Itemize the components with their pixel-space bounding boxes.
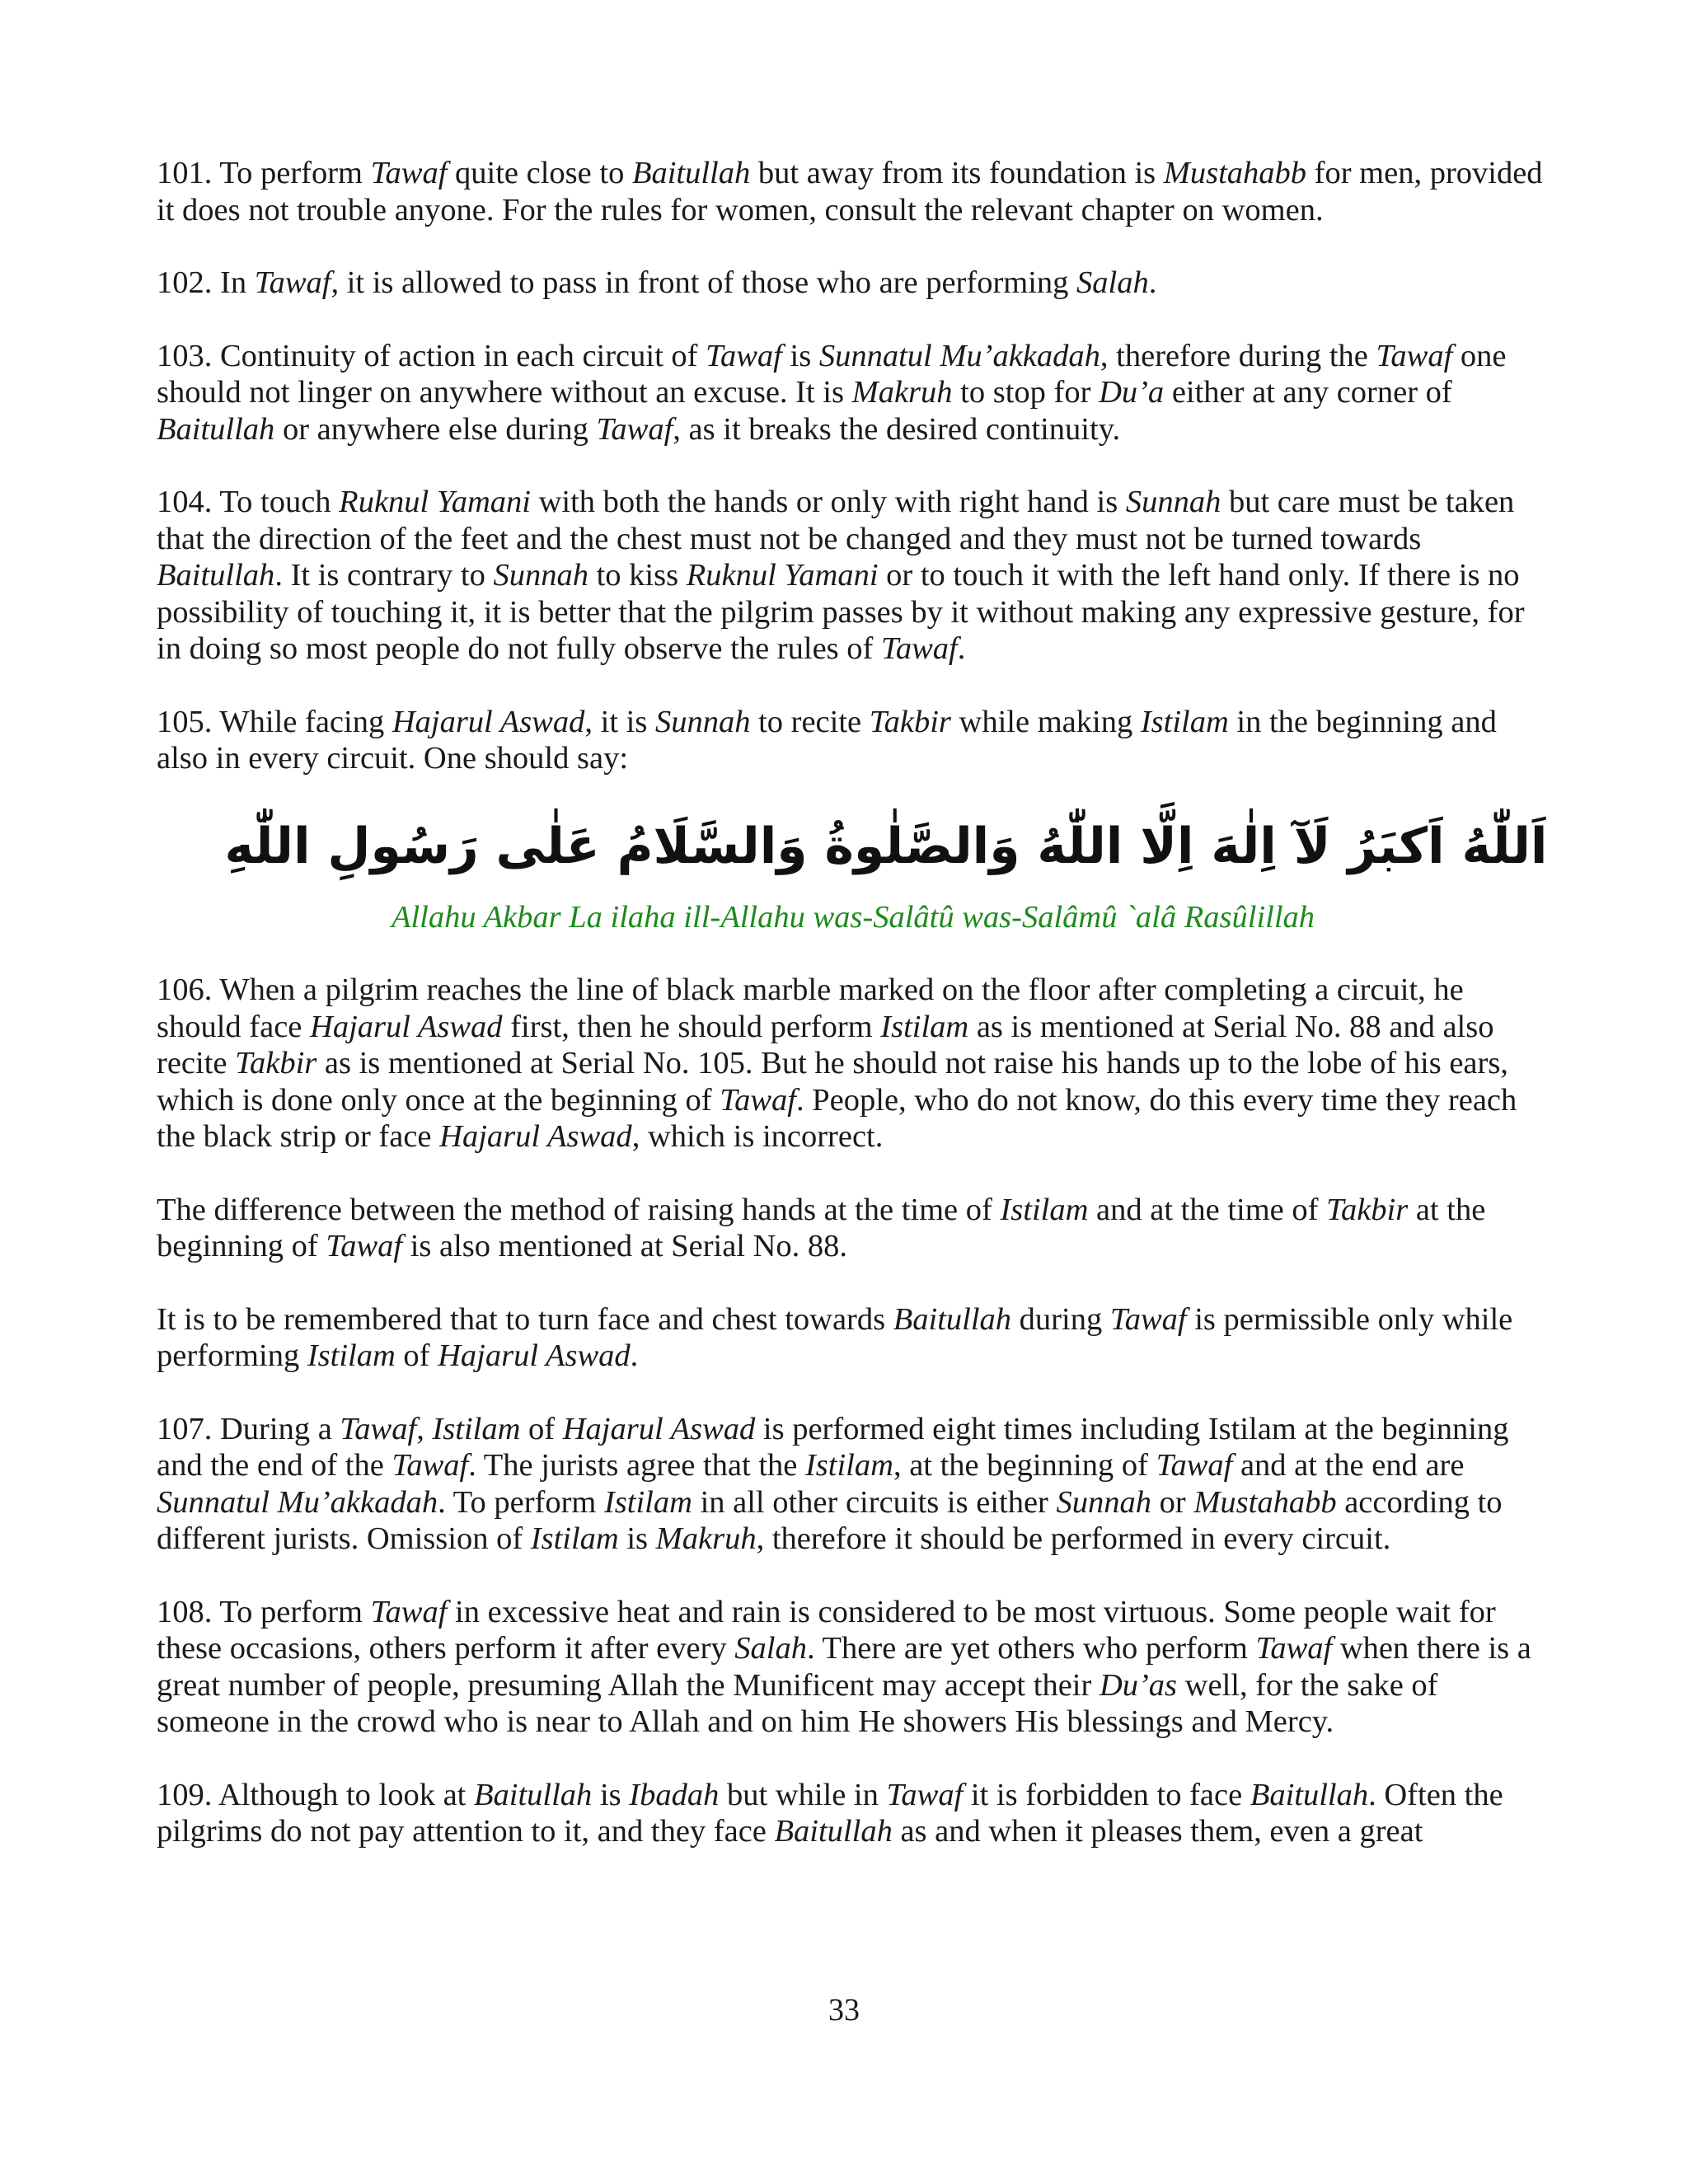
text-run: either at any corner of [1164,375,1452,410]
italic-term: Sunnatul Mu’akkadah [818,338,1100,373]
italic-term: Tawaf [596,411,673,447]
text-run: , [416,1411,433,1446]
italic-term: Hajarul Aswad [439,1119,632,1154]
text-run: to kiss [588,558,687,593]
paragraphs-before-dua [157,155,1550,777]
italic-term: Takbir [869,704,951,739]
text-run: . Often the pilgrims do not pay attention to it, and they face [157,1777,1503,1849]
text-run: while making [950,704,1141,739]
text-run: , it is allowed to pass in front of those who are performing [331,265,1077,300]
text-run: is performed eight times including Istilam at the beginning and the end of the [157,1411,1509,1483]
text-run: , as it breaks the desired continuity. [673,411,1121,447]
text-run: well, for the sake of someone in the crowd who is near to Allah and on him He showers His blessings and Mercy. [157,1667,1438,1739]
text-run: 107. During a [157,1411,340,1446]
paragraph-p106 [157,972,1550,1155]
italic-term: Tawaf [326,1229,403,1263]
italic-term: Istilam [307,1338,396,1373]
text-run: 101. To perform [157,156,371,190]
italic-term: Tawaf [392,1448,469,1483]
text-run: 104. To touch [157,485,340,519]
paragraph-p105 [157,704,1550,777]
paragraph-p109 [157,1777,1550,1850]
italic-term: Istilam [880,1009,969,1044]
italic-term: Istilam [804,1448,893,1483]
text-run: . To perform [438,1484,604,1520]
italic-term: Tawaf [1376,338,1453,373]
text-run: . People, who do not know, do this every time they reach the black strip or face [157,1082,1517,1154]
text-run: or anywhere else during [274,411,597,447]
italic-term: Tawaf [880,631,958,666]
text-run: at the beginning of [157,1192,1486,1263]
text-run: of [395,1338,438,1373]
text-run: 109. Although to look at [157,1777,474,1812]
text-run: with both the hands or only with right hand is [530,485,1126,519]
italic-term: Tawaf [1156,1448,1233,1483]
text-run: , which is incorrect. [631,1119,884,1154]
text-run: . [630,1338,639,1373]
text-run: is [618,1521,656,1556]
italic-term: Mustahabb [1193,1484,1337,1520]
text-run: according to different jurists. Omission of [157,1484,1503,1556]
paragraph-p104 [157,484,1550,668]
italic-term: Tawaf [706,338,782,373]
text-run: or [1151,1484,1194,1520]
paragraph-p102 [157,265,1550,302]
text-run: to stop for [952,375,1100,410]
text-run: 102. In [157,265,255,300]
italic-term: Sunnah [1125,485,1221,519]
italic-term: Hajarul Aswad [392,704,585,739]
text-run: , at the beginning of [893,1448,1156,1483]
italic-term: Ruknul Yamani [339,485,531,519]
paragraph-p106c [157,1301,1550,1375]
italic-term: Hajarul Aswad [562,1411,756,1446]
italic-term: Makruh [851,375,953,410]
italic-term: Tawaf [254,265,331,300]
italic-term: Tawaf [1109,1301,1187,1337]
text-run: when there is a great number of people, presuming Allah the Munificent may accept their [157,1631,1531,1703]
text-run: it is forbidden to face [963,1777,1250,1812]
text-run: first, then he should perform [502,1009,881,1044]
text-run: is permissible only while performing [157,1301,1513,1373]
page-body [157,155,1550,1886]
italic-term: Baitullah [157,558,275,593]
text-run: one should not linger on anywhere without an excuse. It is [157,338,1507,410]
text-run: 108. To perform [157,1594,371,1629]
text-run: 105. While facing [157,704,392,739]
page-number: 33 [828,1993,860,2027]
text-run: The difference between the method of raising hands at the time of [157,1192,1001,1227]
italic-term: Takbir [1326,1192,1409,1227]
italic-term: Takbir [235,1046,317,1080]
text-run: for men, provided it does not trouble anyone. For the rules for women, consult the relevant chapter on women. [157,156,1543,227]
paragraph-p101 [157,155,1550,228]
italic-term: Baitullah [1250,1777,1369,1812]
italic-term: Baitullah [774,1814,893,1849]
text-run: . There are yet others who perform [806,1631,1256,1666]
text-run: in the beginning and also in every circuit. One should say: [157,704,1497,776]
italic-term: Baitullah [631,156,751,190]
text-run: It is to be remembered that to turn face and chest towards [157,1301,893,1337]
text-run: of [520,1411,563,1446]
text-run: and at the end are [1232,1448,1465,1483]
text-run: . [957,631,966,666]
italic-term: Sunnah [654,704,751,739]
italic-term: Baitullah [893,1301,1012,1337]
text-run: is also mentioned at Serial No. 88. [402,1229,848,1263]
text-run: to recite [750,704,870,739]
dua-transliteration: Allahu Akbar La ilaha ill-Allahu was-Salâtû was-Salâmû `alâ Rasûlillah [391,899,1315,935]
italic-term: Tawaf [370,156,448,190]
italic-term: Salah [734,1631,807,1666]
italic-term: Baitullah [474,1777,593,1812]
text-run: , therefore during the [1100,338,1376,373]
text-run: . The jurists agree that the [468,1448,805,1483]
text-run: but while in [719,1777,887,1812]
italic-term: Du’as [1099,1667,1178,1703]
italic-term: Ibadah [629,1777,720,1812]
text-run: but away from its foundation is [750,156,1164,190]
text-run: in excessive heat and rain is considered to be most virtuous. Some people wait for these occasions, others perform it after every [157,1594,1496,1666]
text-run: , it is [584,704,655,739]
italic-term: Du’a [1099,375,1165,410]
text-run: quite close to [447,156,632,190]
text-run: . It is contrary to [274,558,494,593]
italic-term: Istilam [1140,704,1229,739]
italic-term: Tawaf [340,1411,417,1446]
text-run: during [1011,1301,1110,1337]
paragraph-p107 [157,1411,1550,1558]
text-run: and at the time of [1088,1192,1327,1227]
text-run: is [592,1777,630,1812]
paragraph-p103 [157,338,1550,448]
italic-term: Baitullah [157,411,275,447]
italic-term: Tawaf [1255,1631,1333,1666]
paragraph-p108 [157,1594,1550,1741]
italic-term: Tawaf [886,1777,964,1812]
italic-term: Sunnatul Mu’akkadah [157,1484,438,1520]
text-run: in all other circuits is either [692,1484,1057,1520]
text-run: as and when it pleases them, even a great [892,1814,1423,1849]
text-run: 106. When a pilgrim reaches the line of black marble marked on the floor after completing a circuit, he should face [157,972,1464,1044]
italic-term: Istilam [432,1411,521,1446]
italic-term: Istilam [1000,1192,1089,1227]
text-run: 103. Continuity of action in each circuit of [157,338,706,373]
italic-term: Ruknul Yamani [686,558,879,593]
italic-term: Sunnah [493,558,588,593]
italic-term: Hajarul Aswad [310,1009,503,1044]
text-run: as is mentioned at Serial No. 88 and also recite [157,1009,1494,1080]
text-run: , therefore it should be performed in every circuit. [756,1521,1391,1556]
italic-term: Salah [1076,265,1149,300]
text-run: is [781,338,819,373]
paragraphs-after-dua [157,972,1550,1850]
arabic-dua: اَللّٰهُ اَكبَرُ لَآ اِلٰهَ اِلَّا اللّٰهُ وَالصَّلٰوةُ وَالسَّلَامُ عَلٰى رَسُولِ اللّٰهِ [224,817,1548,875]
text-run: but care must be taken that the direction of the feet and the chest must not be changed and they must not be turned towards [157,485,1515,556]
italic-term: Hajarul Aswad [438,1338,631,1373]
text-run: or to touch it with the left hand only. If there is no possibility of touching it, it is better that the pilgrim passes by it without making any expressive gesture, for in doing so most people do not fully observe the rules of [157,558,1525,666]
italic-term: Istilam [603,1484,692,1520]
italic-term: Mustahabb [1163,156,1307,190]
italic-term: Istilam [530,1521,619,1556]
italic-term: Tawaf [720,1082,796,1118]
text-run: . [1148,265,1157,300]
text-run: as is mentioned at Serial No. 105. But he should not raise his hands up to the lobe of his ears, which is done only once at the beginning of [157,1046,1508,1118]
paragraph-p106b [157,1192,1550,1265]
italic-term: Tawaf [370,1594,448,1629]
italic-term: Makruh [655,1521,757,1556]
italic-term: Sunnah [1056,1484,1151,1520]
